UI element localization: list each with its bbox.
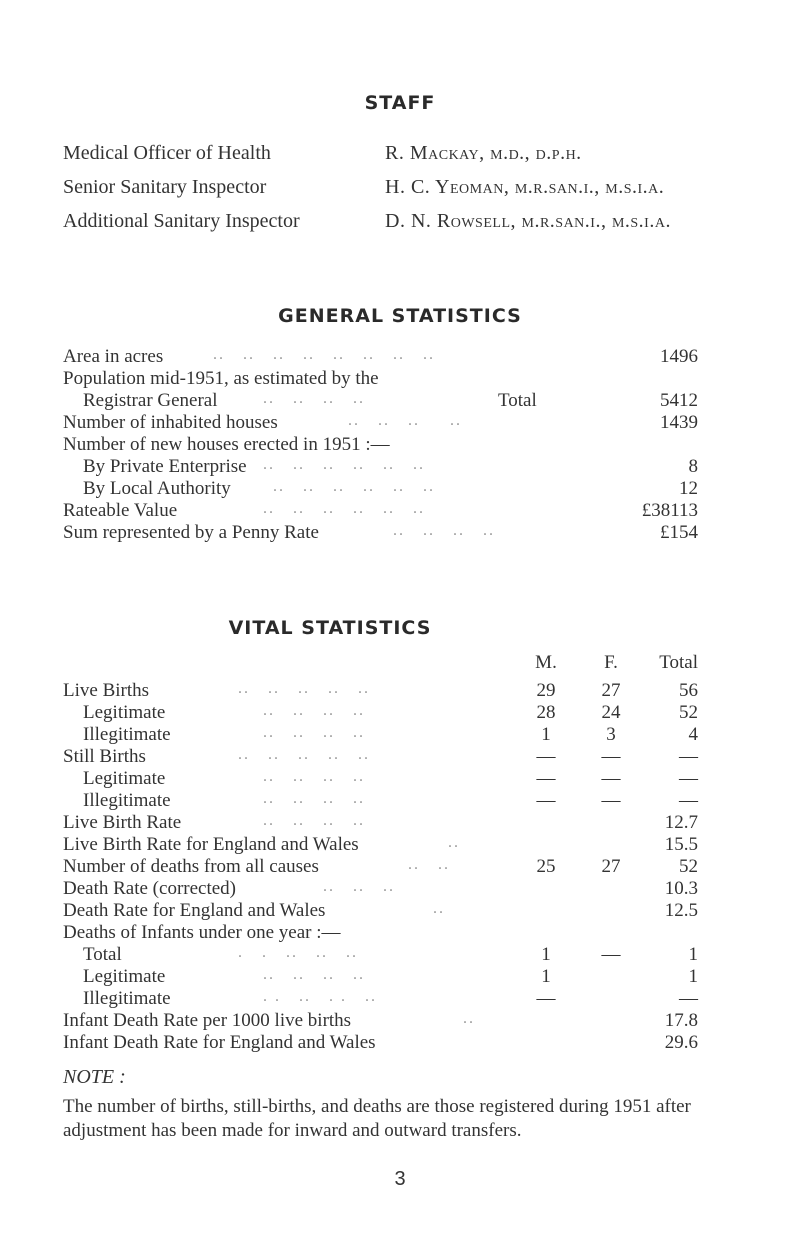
vital-row	[63, 680, 698, 702]
general-label: Registrar General	[83, 390, 218, 411]
general-label: Number of new houses erected in 1951 :—	[63, 434, 390, 455]
staff-role: Senior Sanitary Inspector	[63, 176, 267, 198]
vital-row	[63, 988, 698, 1010]
staff-role: Additional Sanitary Inspector	[63, 210, 300, 232]
general-row	[63, 434, 698, 456]
vital-label: Live Births	[63, 680, 150, 701]
vital-label: Illegitimate	[83, 790, 171, 811]
general-value: 1496	[660, 346, 698, 367]
vital-total: 12.7	[664, 812, 698, 833]
leader-dots: .. ..	[408, 856, 450, 873]
vital-label: Legitimate	[83, 768, 166, 789]
leader-dots: .. .. .. ..	[263, 790, 365, 807]
vital-female: —	[601, 746, 621, 767]
note-title: NOTE :	[63, 1066, 126, 1088]
general-value: £154	[660, 522, 698, 543]
leader-dots: ..	[448, 834, 460, 851]
general-value: 8	[688, 456, 698, 477]
general-value: 1439	[660, 412, 698, 433]
note-text: The number of births, still-births, and deaths are those registered during 1951 after adjustment has been made for inward and outward transfers.	[63, 1096, 691, 1141]
general-row	[63, 368, 698, 390]
vital-label: Illegitimate	[83, 724, 171, 745]
vital-statistics-heading: VITAL STATISTICS	[228, 617, 432, 639]
general-label: Sum represented by a Penny Rate	[63, 522, 319, 543]
vital-row	[63, 966, 698, 988]
vital-label: Total	[83, 944, 122, 965]
staff-name: R. Mackay, m.d., d.p.h.	[385, 142, 582, 164]
vital-row	[63, 944, 698, 966]
leader-dots: .. .. .. .. .. ..	[263, 456, 425, 473]
vital-label: Legitimate	[83, 702, 166, 723]
general-row	[63, 346, 698, 368]
leader-dots: . . .. . . ..	[263, 988, 377, 1005]
vital-row	[63, 790, 698, 812]
vital-total: 52	[679, 856, 698, 877]
leader-dots: ..	[433, 900, 445, 917]
general-row	[63, 412, 698, 434]
leader-dots: .. .. .. ..	[263, 724, 365, 741]
vital-male: —	[536, 790, 556, 811]
vital-total: 12.5	[664, 900, 698, 921]
column-header-male: M.	[535, 652, 557, 673]
vital-female: —	[601, 768, 621, 789]
general-label: By Private Enterprise	[83, 456, 247, 477]
vital-female: 24	[601, 702, 621, 723]
general-total-label: Total	[498, 390, 537, 411]
general-row	[63, 500, 698, 522]
vital-female: —	[601, 944, 621, 965]
vital-row	[63, 724, 698, 746]
general-statistics-heading: GENERAL STATISTICS	[278, 305, 522, 327]
leader-dots: .. .. .. ..	[263, 390, 365, 407]
general-value: 5412	[660, 390, 698, 411]
vital-label: Live Birth Rate	[63, 812, 182, 833]
vital-male: 1	[541, 944, 551, 965]
vital-column-headers	[63, 652, 698, 674]
vital-label: Illegitimate	[83, 988, 171, 1009]
vital-label: Death Rate for England and Wales	[63, 900, 326, 921]
vital-row	[63, 878, 698, 900]
vital-label: Legitimate	[83, 966, 166, 987]
vital-total: 52	[679, 702, 698, 723]
vital-total: 4	[688, 724, 698, 745]
vital-female: 27	[601, 680, 621, 701]
vital-total: —	[679, 768, 698, 789]
leader-dots: .. .. .. ..	[263, 768, 365, 785]
vital-label: Still Births	[63, 746, 146, 767]
general-label: Area in acres	[63, 346, 164, 367]
vital-male: 1	[541, 966, 551, 987]
vital-total: 15.5	[664, 834, 698, 855]
vital-row	[63, 1032, 698, 1054]
vital-female: —	[601, 790, 621, 811]
leader-dots: .. .. .. ..	[263, 812, 365, 829]
vital-male: 29	[536, 680, 556, 701]
vital-total: —	[679, 746, 698, 767]
leader-dots: .. .. .. .. .. ..	[263, 500, 425, 517]
vital-label: Deaths of Infants under one year :—	[63, 922, 341, 943]
general-value: £38113	[641, 500, 698, 521]
vital-total: —	[679, 790, 698, 811]
vital-total: 1	[688, 944, 698, 965]
vital-row	[63, 812, 698, 834]
leader-dots: ..	[463, 1010, 475, 1027]
staff-heading: STAFF	[364, 92, 436, 114]
vital-row	[63, 834, 698, 856]
staff-role: Medical Officer of Health	[63, 142, 271, 164]
staff-name: D. N. Rowsell, m.r.san.i., m.s.i.a.	[385, 210, 671, 232]
vital-label: Death Rate (corrected)	[63, 878, 237, 899]
vital-row	[63, 900, 698, 922]
vital-female: 27	[601, 856, 621, 877]
leader-dots: .. .. .. ..	[263, 966, 365, 983]
vital-male: 1	[541, 724, 551, 745]
leader-dots: .. .. .. .. .. ..	[273, 478, 435, 495]
vital-total: —	[679, 988, 698, 1009]
page-number: 3	[394, 1168, 406, 1190]
vital-total: 29.6	[664, 1032, 698, 1053]
leader-dots: .. .. .. ..	[348, 412, 462, 429]
general-row	[63, 456, 698, 478]
vital-total: 10.3	[664, 878, 698, 899]
leader-dots: .. .. .. ..	[393, 522, 495, 539]
vital-male: 28	[536, 702, 556, 723]
vital-male: —	[536, 768, 556, 789]
vital-row	[63, 1010, 698, 1032]
leader-dots: .. .. .. .. ..	[238, 746, 370, 763]
general-row	[63, 478, 698, 500]
vital-row	[63, 768, 698, 790]
vital-row	[63, 922, 698, 944]
leader-dots: .. .. .. .. ..	[238, 680, 370, 697]
general-label: Rateable Value	[63, 500, 178, 521]
vital-male: —	[536, 988, 556, 1009]
column-header-female: F.	[604, 652, 618, 673]
vital-label: Live Birth Rate for England and Wales	[63, 834, 359, 855]
vital-row	[63, 856, 698, 878]
vital-row	[63, 702, 698, 724]
leader-dots: . . .. .. ..	[238, 944, 358, 961]
vital-label: Number of deaths from all causes	[63, 856, 319, 877]
vital-male: 25	[536, 856, 556, 877]
general-label: Number of inhabited houses	[63, 412, 278, 433]
vital-total: 1	[688, 966, 698, 987]
vital-row	[63, 746, 698, 768]
vital-total: 17.8	[664, 1010, 698, 1031]
general-row	[63, 390, 698, 412]
general-label: Population mid-1951, as estimated by the	[63, 368, 379, 389]
vital-label: Infant Death Rate per 1000 live births	[63, 1010, 352, 1031]
vital-female: 3	[606, 724, 616, 745]
general-row	[63, 522, 698, 544]
general-value: 12	[679, 478, 698, 499]
vital-total: 56	[679, 680, 698, 701]
column-header-total: Total	[659, 652, 698, 673]
vital-male: —	[536, 746, 556, 767]
general-label: By Local Authority	[83, 478, 231, 499]
vital-label: Infant Death Rate for England and Wales	[63, 1032, 376, 1053]
leader-dots: .. .. ..	[323, 878, 395, 895]
leader-dots: .. .. .. .. .. .. .. ..	[213, 346, 435, 363]
staff-name: H. C. Yeoman, m.r.san.i., m.s.i.a.	[385, 176, 665, 198]
leader-dots: .. .. .. ..	[263, 702, 365, 719]
